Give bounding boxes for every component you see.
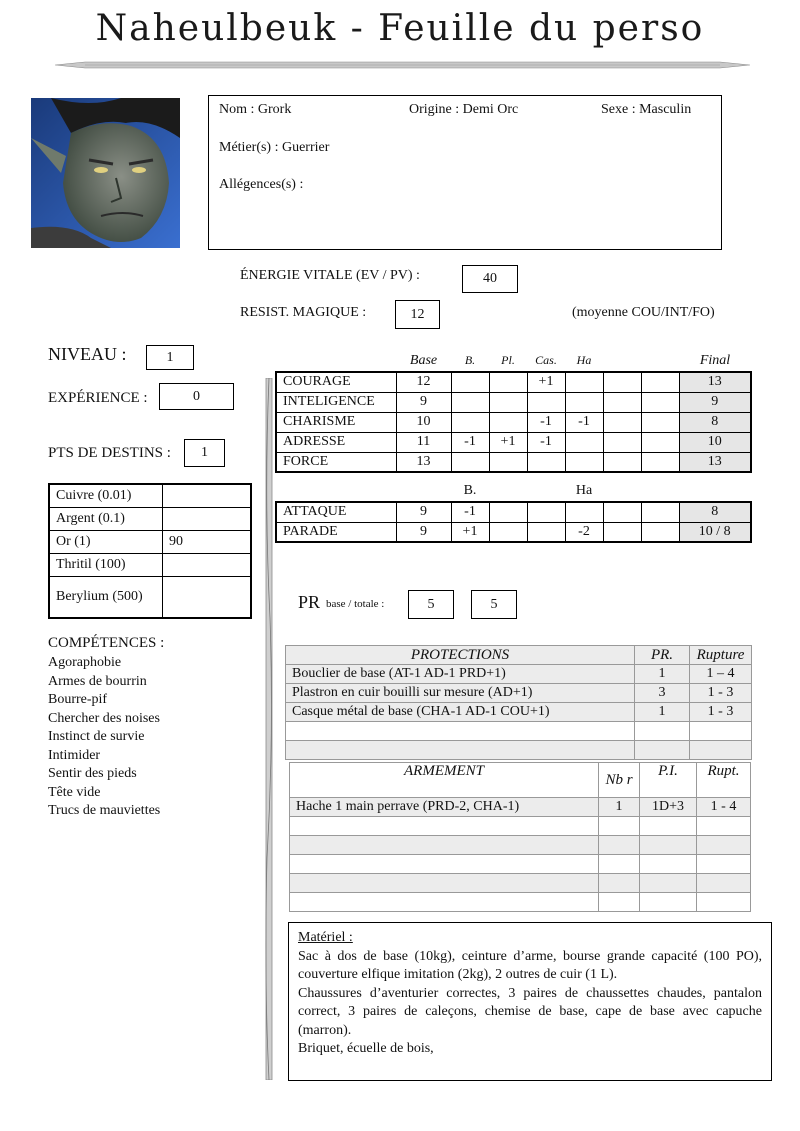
rm-label: RESIST. MAGIQUE : <box>240 305 367 320</box>
armement-pi[interactable] <box>640 817 697 836</box>
combat-extra2[interactable] <box>641 522 679 542</box>
armement-rupt[interactable] <box>697 893 751 912</box>
competence-item: Agoraphobie <box>48 655 122 670</box>
combat-table <box>275 501 752 543</box>
title-underline-ornament <box>55 60 750 70</box>
stat-b[interactable] <box>451 412 489 432</box>
protection-name[interactable]: Casque métal de base (CHA-1 AD-1 COU+1) <box>286 703 635 722</box>
combat-extra1[interactable] <box>603 502 641 522</box>
armement-name[interactable]: Hache 1 main perrave (PRD-2, CHA-1) <box>290 798 599 817</box>
rm-value[interactable]: 12 <box>395 300 440 329</box>
money-value[interactable] <box>163 554 252 577</box>
stats-header-final: Final <box>699 353 731 368</box>
materiel-line: Chaussures d’aventurier correctes, 3 paires de chaussettes chaudes, pantalon correct, 3 paires de caleçons, chemise de base, cape de base avec capuche (marron). <box>298 985 762 1038</box>
stat-b[interactable] <box>451 392 489 412</box>
combat-final[interactable]: 10 / 8 <box>679 522 751 542</box>
stats-header-ha: Ha <box>576 353 592 367</box>
armement-nb[interactable] <box>599 836 640 855</box>
armement-name[interactable] <box>290 874 599 893</box>
stat-name: COURAGE <box>276 372 396 392</box>
protection-name[interactable] <box>286 722 635 741</box>
protections-header: PROTECTIONS <box>286 646 635 665</box>
materiel-label: Matériel : <box>298 930 353 945</box>
money-label: Argent (0.1) <box>49 508 163 531</box>
page-title: Naheulbeuk - Feuille du perso <box>95 8 705 49</box>
niveau-label: NIVEAU : <box>48 344 127 364</box>
pr-base-value[interactable]: 5 <box>408 590 454 619</box>
stat-name: ADRESSE <box>276 432 396 452</box>
materiel-line: Sac à dos de base (10kg), ceinture d’arme, bourse grande capacité (100 PO), couverture elfique imitation (2kg), 2 outres de cuir (1 L). <box>298 948 762 982</box>
stat-base[interactable]: 12 <box>396 372 451 392</box>
combat-final[interactable]: 8 <box>679 502 751 522</box>
stat-final[interactable]: 13 <box>679 372 751 392</box>
stat-base[interactable]: 13 <box>396 452 451 472</box>
armement-rupt[interactable] <box>697 874 751 893</box>
protections-table <box>285 645 752 760</box>
stat-extra2[interactable] <box>641 372 679 392</box>
stat-pl[interactable] <box>489 452 527 472</box>
protection-row <box>286 684 752 703</box>
armement-header-row <box>290 763 751 798</box>
combat-row <box>276 522 751 542</box>
stat-final[interactable]: 9 <box>679 392 751 412</box>
armement-header-rupt: Rupt. <box>697 763 751 798</box>
stat-extra2[interactable] <box>641 452 679 472</box>
stats-header-b: B. <box>464 353 476 367</box>
stat-cas[interactable] <box>527 392 565 412</box>
money-label: Berylium (500) <box>49 577 163 619</box>
ev-label: ÉNERGIE VITALE (EV / PV) : <box>240 268 420 283</box>
armement-rupt[interactable] <box>697 817 751 836</box>
combat-ha[interactable] <box>565 502 603 522</box>
stat-base[interactable]: 11 <box>396 432 451 452</box>
stat-ha[interactable] <box>565 452 603 472</box>
combat-extra1[interactable] <box>603 522 641 542</box>
stat-pl[interactable] <box>489 372 527 392</box>
competence-item: Sentir des pieds <box>48 766 137 781</box>
protection-name[interactable]: Plastron en cuir bouilli sur mesure (AD+1) <box>286 684 635 703</box>
armement-header-pi: P.I. <box>640 763 697 798</box>
stat-extra1[interactable] <box>603 392 641 412</box>
destin-label: PTS DE DESTINS : <box>48 445 171 461</box>
money-row <box>49 554 251 577</box>
stat-b[interactable]: -1 <box>451 432 489 452</box>
protection-pr[interactable]: 1 <box>635 665 690 684</box>
competence-item: Trucs de mauviettes <box>48 803 161 818</box>
stat-extra2[interactable] <box>641 432 679 452</box>
identity-box <box>208 95 722 250</box>
sexe-field[interactable]: Sexe : Masculin <box>601 102 692 117</box>
combat-header-ha: Ha <box>575 483 593 498</box>
combat-name: ATTAQUE <box>276 502 396 522</box>
armement-name[interactable] <box>290 893 599 912</box>
stat-name: INTELIGENCE <box>276 392 396 412</box>
stat-ha[interactable] <box>565 372 603 392</box>
combat-name: PARADE <box>276 522 396 542</box>
armement-rupt[interactable] <box>697 855 751 874</box>
stat-extra1[interactable] <box>603 432 641 452</box>
stat-row <box>276 392 751 412</box>
stat-row <box>276 452 751 472</box>
stat-cas[interactable]: -1 <box>527 412 565 432</box>
protection-pr[interactable] <box>635 722 690 741</box>
protections-header-pr: PR. <box>635 646 690 665</box>
materiel-line: Briquet, écuelle de bois, <box>298 1041 434 1056</box>
armement-row <box>290 817 751 836</box>
money-label: Thritil (100) <box>49 554 163 577</box>
stat-extra1[interactable] <box>603 372 641 392</box>
combat-row <box>276 502 751 522</box>
metier-field[interactable]: Métier(s) : Guerrier <box>219 140 330 155</box>
protection-pr[interactable] <box>635 741 690 760</box>
stat-ha[interactable]: -1 <box>565 412 603 432</box>
protections-header-row <box>286 646 752 665</box>
protection-rupture[interactable] <box>690 722 752 741</box>
stats-header-base: Base <box>409 353 438 368</box>
pr-sublabel: base / totale : <box>326 598 385 610</box>
stat-cas[interactable] <box>527 452 565 472</box>
stat-pl[interactable]: +1 <box>489 432 527 452</box>
stat-cas[interactable]: -1 <box>527 432 565 452</box>
combat-b[interactable]: -1 <box>451 502 489 522</box>
money-value[interactable] <box>163 577 252 619</box>
stat-row <box>276 432 751 452</box>
combat-extra2[interactable] <box>641 502 679 522</box>
competence-item: Bourre-pif <box>48 692 108 707</box>
stat-pl[interactable] <box>489 392 527 412</box>
protection-rupture[interactable] <box>690 741 752 760</box>
combat-header-b: B. <box>463 483 477 498</box>
combat-b[interactable]: +1 <box>451 522 489 542</box>
stat-base[interactable]: 10 <box>396 412 451 432</box>
rm-note: (moyenne COU/INT/FO) <box>572 305 715 320</box>
stat-name: CHARISME <box>276 412 396 432</box>
staff-divider-ornament <box>262 378 276 1080</box>
combat-base[interactable]: 9 <box>396 522 451 542</box>
pr-label: PR <box>298 592 321 612</box>
armement-header-nb: Nb r <box>599 763 640 798</box>
origine-field[interactable]: Origine : Demi Orc <box>409 102 519 117</box>
xp-label: EXPÉRIENCE : <box>48 390 148 406</box>
combat-pl[interactable] <box>489 522 527 542</box>
combat-cas[interactable] <box>527 502 565 522</box>
protection-name[interactable]: Bouclier de base (AT-1 AD-1 PRD+1) <box>286 665 635 684</box>
armement-rupt[interactable]: 1 - 4 <box>697 798 751 817</box>
protection-pr[interactable]: 1 <box>635 703 690 722</box>
money-row <box>49 531 251 554</box>
materiel-box[interactable] <box>288 922 772 1081</box>
protection-row <box>286 722 752 741</box>
armement-pi[interactable] <box>640 874 697 893</box>
armement-pi[interactable] <box>640 855 697 874</box>
stats-header-cas: Cas. <box>535 353 557 367</box>
competence-item: Instinct de survie <box>48 729 145 744</box>
stat-extra2[interactable] <box>641 412 679 432</box>
stat-row <box>276 372 751 392</box>
money-value[interactable]: 90 <box>163 531 252 554</box>
armement-pi[interactable]: 1D+3 <box>640 798 697 817</box>
protections-header-rupture: Rupture <box>690 646 752 665</box>
armement-name[interactable] <box>290 817 599 836</box>
stat-row <box>276 412 751 432</box>
competence-item: Armes de bourrin <box>48 673 147 689</box>
protection-rupture[interactable]: 1 – 4 <box>690 665 752 684</box>
stat-name: FORCE <box>276 452 396 472</box>
armement-nb[interactable] <box>599 874 640 893</box>
competences-label: COMPÉTENCES : <box>48 635 165 651</box>
combat-ha[interactable]: -2 <box>565 522 603 542</box>
protection-row <box>286 665 752 684</box>
stat-final[interactable]: 13 <box>679 452 751 472</box>
character-portrait <box>31 98 180 248</box>
money-value[interactable] <box>163 508 252 531</box>
armement-nb[interactable]: 1 <box>599 798 640 817</box>
stat-final[interactable]: 10 <box>679 432 751 452</box>
allegeances-field[interactable]: Allégences(s) : <box>219 177 304 192</box>
armement-row <box>290 855 751 874</box>
stat-ha[interactable] <box>565 392 603 412</box>
money-label: Or (1) <box>49 531 163 554</box>
combat-base[interactable]: 9 <box>396 502 451 522</box>
stat-final[interactable]: 8 <box>679 412 751 432</box>
stat-b[interactable] <box>451 372 489 392</box>
armement-row <box>290 798 751 817</box>
protection-name[interactable] <box>286 741 635 760</box>
protection-rupture[interactable]: 1 - 3 <box>690 703 752 722</box>
armement-row <box>290 836 751 855</box>
armement-row <box>290 893 751 912</box>
armement-pi[interactable] <box>640 893 697 912</box>
stat-b[interactable] <box>451 452 489 472</box>
stats-table <box>275 371 752 473</box>
stat-extra1[interactable] <box>603 452 641 472</box>
protection-row <box>286 741 752 760</box>
armement-name[interactable] <box>290 855 599 874</box>
armement-nb[interactable] <box>599 855 640 874</box>
competence-item: Intimider <box>48 747 101 763</box>
niveau-value[interactable]: 1 <box>146 345 194 370</box>
money-value[interactable] <box>163 484 252 508</box>
armement-pi[interactable] <box>640 836 697 855</box>
combat-pl[interactable] <box>489 502 527 522</box>
protection-row <box>286 703 752 722</box>
armement-row <box>290 874 751 893</box>
armement-name[interactable] <box>290 836 599 855</box>
stat-ha[interactable] <box>565 432 603 452</box>
combat-cas[interactable] <box>527 522 565 542</box>
armement-nb[interactable] <box>599 817 640 836</box>
armement-header: ARMEMENT <box>290 763 599 798</box>
money-row <box>49 577 251 619</box>
money-row <box>49 484 251 508</box>
stat-pl[interactable] <box>489 412 527 432</box>
xp-value[interactable]: 0 <box>159 383 234 410</box>
competence-item: Chercher des noises <box>48 710 160 726</box>
stats-header-pl: Pl. <box>501 353 515 367</box>
stat-extra2[interactable] <box>641 392 679 412</box>
stat-extra1[interactable] <box>603 412 641 432</box>
armement-nb[interactable] <box>599 893 640 912</box>
money-row <box>49 508 251 531</box>
competence-item: Tête vide <box>48 784 101 800</box>
nom-field[interactable]: Nom : Grork <box>219 102 292 117</box>
destin-value[interactable]: 1 <box>184 439 225 467</box>
competences-list <box>48 654 160 821</box>
protection-pr[interactable]: 3 <box>635 684 690 703</box>
armement-rupt[interactable] <box>697 836 751 855</box>
stat-cas[interactable]: +1 <box>527 372 565 392</box>
armement-table <box>289 762 751 912</box>
stat-base[interactable]: 9 <box>396 392 451 412</box>
money-table <box>48 483 252 619</box>
pr-total-value[interactable]: 5 <box>471 590 517 619</box>
protection-rupture[interactable]: 1 - 3 <box>690 684 752 703</box>
ev-value[interactable]: 40 <box>462 265 518 293</box>
money-label: Cuivre (0.01) <box>49 484 163 508</box>
